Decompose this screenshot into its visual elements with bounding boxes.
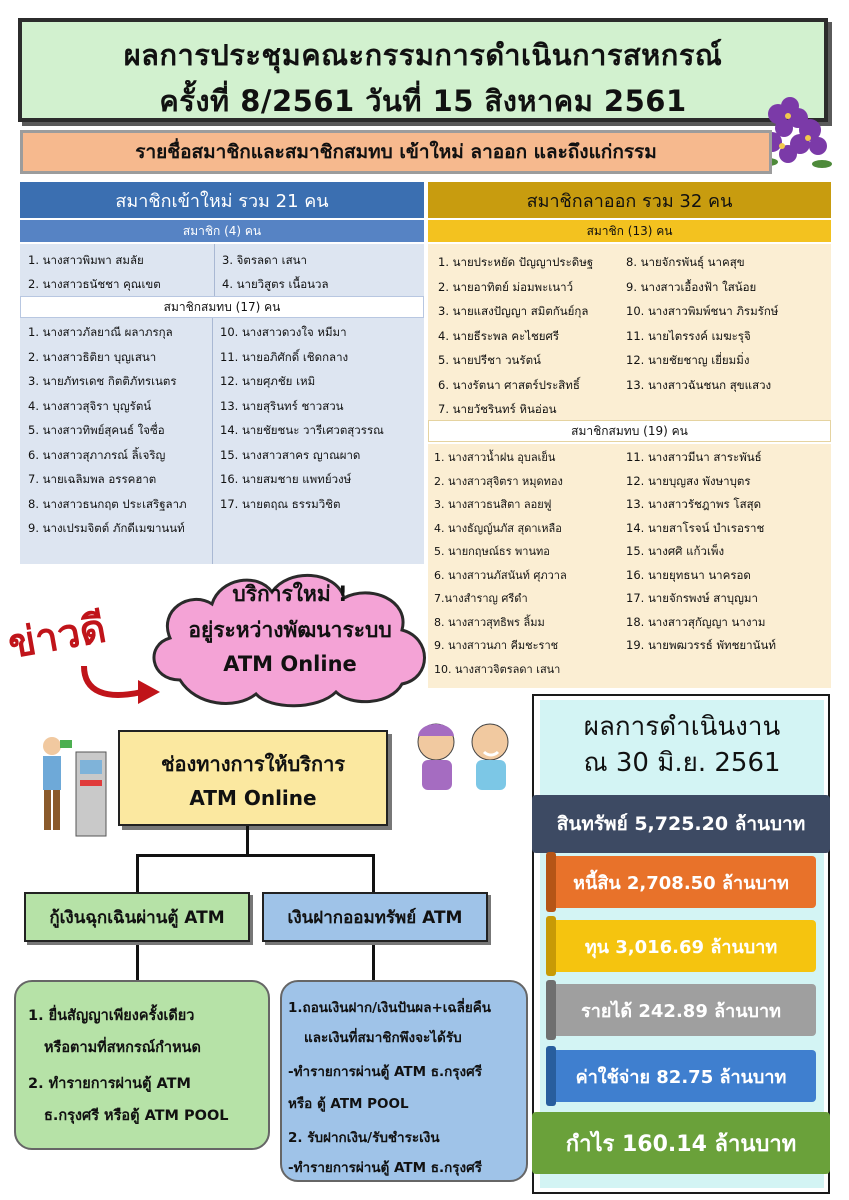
savings-deposit-title: เงินฝากออมทรัพย์ ATM [262,892,488,942]
capital-banner: ทุน 3,016.69 ล้านบาท [546,920,816,972]
leave-members-col2 [626,250,778,397]
member-name: 4. นางสาวสุจิรา บุญรัตน์ [28,398,152,413]
member-name: 14. นายสาโรจน์ บำเรอราช [626,520,765,535]
loan-detail-line: 2. ทำรายการผ่านตู้ ATM [28,1076,191,1092]
new-members-col2 [222,248,329,296]
member-name: 12. นายศุภชัย เหมิ [220,374,316,388]
member-name: 7.นางสำราญ ศรีดำ [434,592,528,605]
new-members-header: สมาชิกเข้าใหม่ รวม 21 คน [20,182,424,218]
member-name: 8. นายจักรพันธุ์ นาคสุข [626,255,745,269]
member-name: 3. นายแสงปัญญา สมิตกันย์กุล [438,304,589,318]
deposit-detail-line: -ทำรายการผ่านตู้ ATM ธ.กรุงศรี [288,1160,482,1176]
member-name: 2. นางสาวธนัชชา คุณเขต [28,277,161,291]
deposit-detail-line: หรือ ตู้ ATM POOL [288,1096,409,1112]
member-name: 6. นางสาวสุภาภรณ์ ลิ้เจริญ [28,447,166,462]
member-name: 7. นายวัชรินทร์ หินอ่อน [438,402,557,416]
deposit-detail-line: -ทำรายการผ่านตู้ ATM ธ.กรุงศรี [288,1064,482,1080]
leave-assoc-list [428,444,831,688]
loan-detail-line: 1. ยื่นสัญญาเพียงครั้งเดียว [28,1008,195,1024]
member-name: 18. นางสาวสุกัญญา นางาม [626,614,766,629]
member-name: 4. นายวิสูตร เนื้อนวล [222,277,329,291]
connector-line [372,854,375,892]
title-banner [18,18,828,122]
scroll-roll [546,916,556,976]
leave-assoc-col2 [626,446,776,658]
new-members-subheader: สมาชิก (4) คน [20,220,424,242]
scroll-roll [546,852,556,912]
member-name: 2. นางสาวธิติยา บุญเสนา [28,349,157,364]
member-name: 16. นายสมชาย แพทย์วงษ์ [220,472,352,486]
member-name: 12. นายบุญสง พังษาบุตร [626,473,751,488]
assets-banner: สินทรัพย์ 5,725.20 ล้านบาท [532,795,830,853]
member-name: 11. นางสาวมีนา สาระพันธ์ [626,450,762,464]
member-name: 8. นางสาวธนกฤต ประเสริฐลาภ [28,496,187,511]
service-channel-line-2: ATM Online [189,786,317,810]
member-name: 15. นางศศิ แก้วเพ็ง [626,544,725,558]
service-channel-line-1: ช่องทางการให้บริการ [160,752,346,776]
leave-assoc-col1 [434,446,567,681]
new-assoc-list [20,318,424,564]
good-news-label: ข่าวดี [4,604,110,668]
member-name: 5. นายกฤษณ์ธร พานทอ [434,545,550,558]
deposit-detail-line: และเงินที่สมาชิกพึงจะได้รับ [304,1030,462,1046]
leave-members-col1 [438,250,593,422]
member-name: 2. นางสาวสุจิตรา หมุดทอง [434,474,563,488]
title-line-2: ครั้งที่ 8/2561 วันที่ 15 สิงหาคม 2561 [159,84,687,118]
member-name: 1. นางสาวภัลยาณี ผลาภรกุล [28,325,173,339]
connector-line [136,854,139,892]
connector-line [246,826,249,856]
member-name: 9. นางเปรมจิตต์ ภักดีเมฆานนท์ [28,521,185,535]
news-line-2: อยู่ระหว่างพัฒนาระบบ [188,618,392,642]
member-name: 11. นายไตรรงค์ เมฆะรุจิ [626,328,751,343]
liabilities-banner: หนี้สิน 2,708.50 ล้านบาท [546,856,816,908]
member-name: 10. นางสาวจิตรลดา เสนา [434,662,561,676]
deposit-detail-line: 2. รับฝากเงิน/รับชำระเงิน [288,1130,440,1146]
member-name: 5. นางสาวทิพย์สุคนธ์ ใจซื่อ [28,423,165,437]
scroll-roll [546,980,556,1040]
member-name: 17. นายจักรพงษ์ สาบุญมา [626,591,758,605]
member-name: 10. นางสาวพิมพ์ชนา ภิรมรักษ์ [626,304,779,318]
member-name: 13. นางสาวฉันชนก สุขแสวง [626,377,772,392]
member-name: 17. นายตฤณ ธรรมวิชิต [220,496,341,511]
curved-arrow-icon [76,662,166,706]
member-name: 19. นายพฒวรรธ์ พัทชยานันท์ [626,638,776,652]
new-assoc-subheader: สมาชิกสมทบ (17) คน [20,296,424,318]
leave-members-list [428,244,831,420]
elderly-couple-icon [398,714,528,804]
member-name: 12. นายชัยชาญ เยี่ยมมิ่ง [626,353,750,367]
title-line-1: ผลการประชุมคณะกรรมการดำเนินการสหกรณ์ [123,38,723,72]
news-line-1: บริการใหม่ ! [232,582,348,606]
member-name: 4. นางธัญญ์นภัส สุดาเหลือ [434,521,562,535]
emergency-loan-details [14,980,270,1150]
member-name: 5. นายปรีชา วนรัตน์ [438,353,541,367]
member-name: 2. นายอาทิตย์ ม่อมพะเนาว์ [438,279,574,294]
connector-line [372,944,375,980]
member-name: 3. นางสาวธนสิตา ลอยฟู [434,498,552,511]
leave-members-header: สมาชิกลาออก รวม 32 คน [428,182,831,218]
member-name: 13. นายสุรินทร์ ชาวสวน [220,398,344,413]
connector-line [136,944,139,980]
leave-members-subheader: สมาชิก (13) คน [428,220,831,242]
member-name: 9. นางสาวนภา คีมชะราช [434,639,559,652]
results-title-line-1: ผลการดำเนินงาน [583,712,781,742]
member-name: 7. นายเฉลิมพล อรรคฮาต [28,472,157,486]
income-banner: รายได้ 242.89 ล้านบาท [546,984,816,1036]
member-name: 10. นางสาวดวงใจ หมีมา [220,325,347,339]
member-name: 1. นายประหยัด ปัญญาประดิษฐ [438,255,594,269]
new-assoc-col1 [28,320,187,541]
member-name: 16. นายยุทธนา นาครอด [626,567,751,582]
leave-assoc-subheader: สมาชิกสมทบ (19) คน [428,420,831,442]
member-name: 9. นางสาวเอื้องฟ้า ใสน้อย [626,279,757,294]
expense-banner: ค่าใช้จ่าย 82.75 ล้านบาท [546,1050,816,1102]
member-name: 3. นายภัทรเดช กิตติภัทรเนตร [28,374,177,388]
loan-detail-line: หรือตามที่สหกรณ์กำหนด [44,1040,201,1056]
member-name: 13. นางสาวรัชฎาพร โสสุด [626,497,762,511]
member-name: 3. จิตรลดา เสนา [222,253,307,267]
emergency-loan-title: กู้เงินฉุกเฉินผ่านตู้ ATM [24,892,250,942]
service-channel-box [118,730,388,826]
member-name: 14. นายชัยชนะ วารีเศวตสุวรรณ [220,423,384,437]
atm-user-icon [30,732,110,842]
subtitle-bar: รายชื่อสมาชิกและสมาชิกสมทบ เข้าใหม่ ลาออก และถึงแก่กรรม [20,130,772,174]
member-name: 11. นายอภิศักดิ์ เชิดกลาง [220,349,349,364]
profit-banner: กำไร 160.14 ล้านบาท [532,1112,830,1174]
member-name: 8. นางสาวสุทธิพร ลิ้มม [434,615,545,629]
new-assoc-col2 [220,320,384,516]
member-name: 4. นายธีระพล คะไชยศรี [438,328,560,343]
member-name: 15. นางสาวสาคร ญาณผาด [220,447,361,462]
deposit-detail-line: 1.ถอนเงินฝาก/เงินปันผล+เฉลี่ยคืน [288,1000,492,1016]
loan-detail-line: ธ.กรุงศรี หรือตู้ ATM POOL [44,1108,229,1124]
member-name: 6. นางรัตนา ศาสตร์ประสิทธิ์ [438,377,580,392]
member-name: 1. นางสาวน้ำฝน อุบลเย็น [434,451,556,464]
new-members-list [20,244,424,296]
new-members-col1 [28,248,161,296]
connector-line [136,854,374,857]
results-title-line-2: ณ 30 มิ.ย. 2561 [583,748,781,778]
member-name: 1. นางสาวพิมพา สมลัย [28,253,144,267]
member-name: 6. นางสาวนภัสนันท์ ศุภวาล [434,568,567,582]
savings-deposit-details [280,980,528,1182]
scroll-roll [546,1046,556,1106]
news-line-3: ATM Online [223,652,357,676]
